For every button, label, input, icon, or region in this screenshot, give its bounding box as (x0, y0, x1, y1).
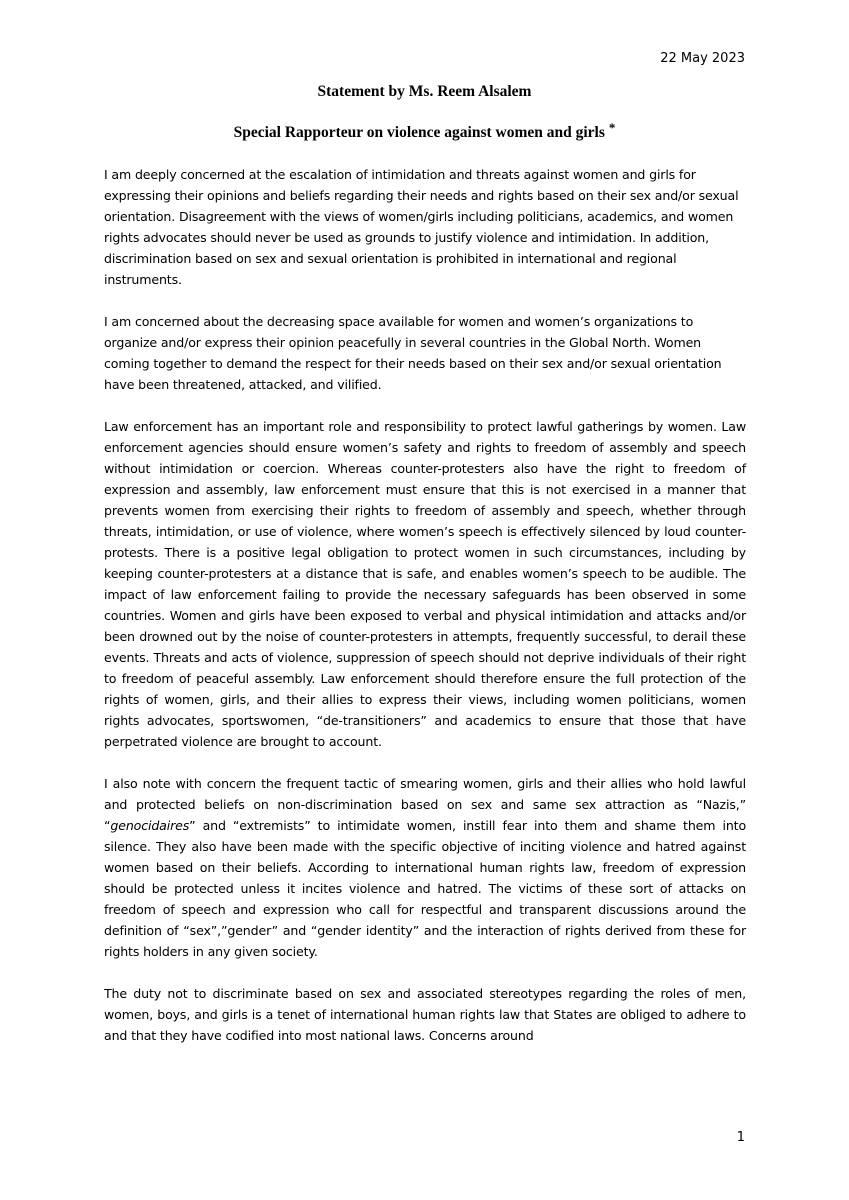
paragraph-4-part-1: I also note with concern the frequent tactic of smearing women, girls and their allies who hold lawful and protected beliefs on non-discrimination based on sex and same sex attraction as “Nazis,” “ (104, 776, 746, 833)
subtitle-text: Special Rapporteur on violence against women and girls (233, 124, 605, 141)
paragraph-4-italic: genocidaires (110, 818, 190, 833)
paragraph-2: I am concerned about the decreasing space available for women and women’s organizations to organize and/or express their opinion peacefully in several countries in the Global North. Women coming together to demand the respect for their needs based on their sex and/or sexual orientation have been threatened, attacked, and vilified. (104, 314, 722, 392)
paragraph-5: The duty not to discriminate based on sex and associated stereotypes regarding the roles of men, women, boys, and girls is a tenet of international human rights law that States are obliged to adhere to and that they have codified into most national laws. Concerns around (104, 986, 746, 1043)
page-number: 1 (736, 1130, 745, 1145)
paragraph-4 (104, 773, 746, 962)
paragraph-3: Law enforcement has an important role and responsibility to protect lawful gatherings by women. Law enforcement agencies should ensure women’s safety and rights to freedom of assembly and speech without intimidation or coercion. Whereas counter-protesters also have the right to freedom of expression and assembly, law enforcement must ensure that this is not exercised in a manner that prevents women from exercising their rights to freedom of assembly and speech, whether through threats, intimidation, or use of violence, where women’s speech is effectively silenced by loud counter-protests. There is a positive legal obligation to protect women in such circumstances, including by keeping counter-protesters at a distance that is safe, and enables women’s speech to be audible. The impact of law enforcement failing to provide the necessary safeguards has been observed in some countries. Women and girls have been exposed to verbal and physical intimidation and attacks and/or been drowned out by the noise of counter-protesters in attempts, frequently successful, to derail these events. Threats and acts of violence, suppression of speech should not deprive individuals of their right to freedom of peaceful assembly. Law enforcement should therefore ensure the full protection of the rights of women, girls, and their allies to express their views, including women politicians, women rights advocates, sportswomen, “de-transitioners” and academics to ensure that those that have perpetrated violence are brought to account. (104, 419, 746, 749)
document-date: 22 May 2023 (660, 51, 745, 66)
document-body (104, 164, 746, 1067)
paragraph-1: I am deeply concerned at the escalation of intimidation and threats against women and girls for expressing their opinions and beliefs regarding their needs and rights based on their sex and/or sexual orientation. Disagreement with the views of women/girls including politicians, academics, and women rights advocates should never be used as grounds to justify violence and intimidation. In addition, discrimination based on sex and sexual orientation is prohibited in international and regional instruments. (104, 167, 739, 287)
paragraph-4-part-2: ” and “extremists” to intimidate women, instill fear into them and shame them into silence. They also have been made with the specific objective of inciting violence and hatred against women based on their beliefs. According to international human rights law, freedom of expression should be protected unless it incites violence and hatred. The victims of these sort of attacks on freedom of speech and expression who call for respectful and transparent discussions around the definition of “sex”,”gender” and “gender identity” and the interaction of rights derived from these for rights holders in any given society. (104, 818, 746, 959)
document-subtitle (0, 120, 849, 142)
footnote-mark: * (608, 120, 616, 135)
document-title: Statement by Ms. Reem Alsalem (317, 83, 532, 100)
